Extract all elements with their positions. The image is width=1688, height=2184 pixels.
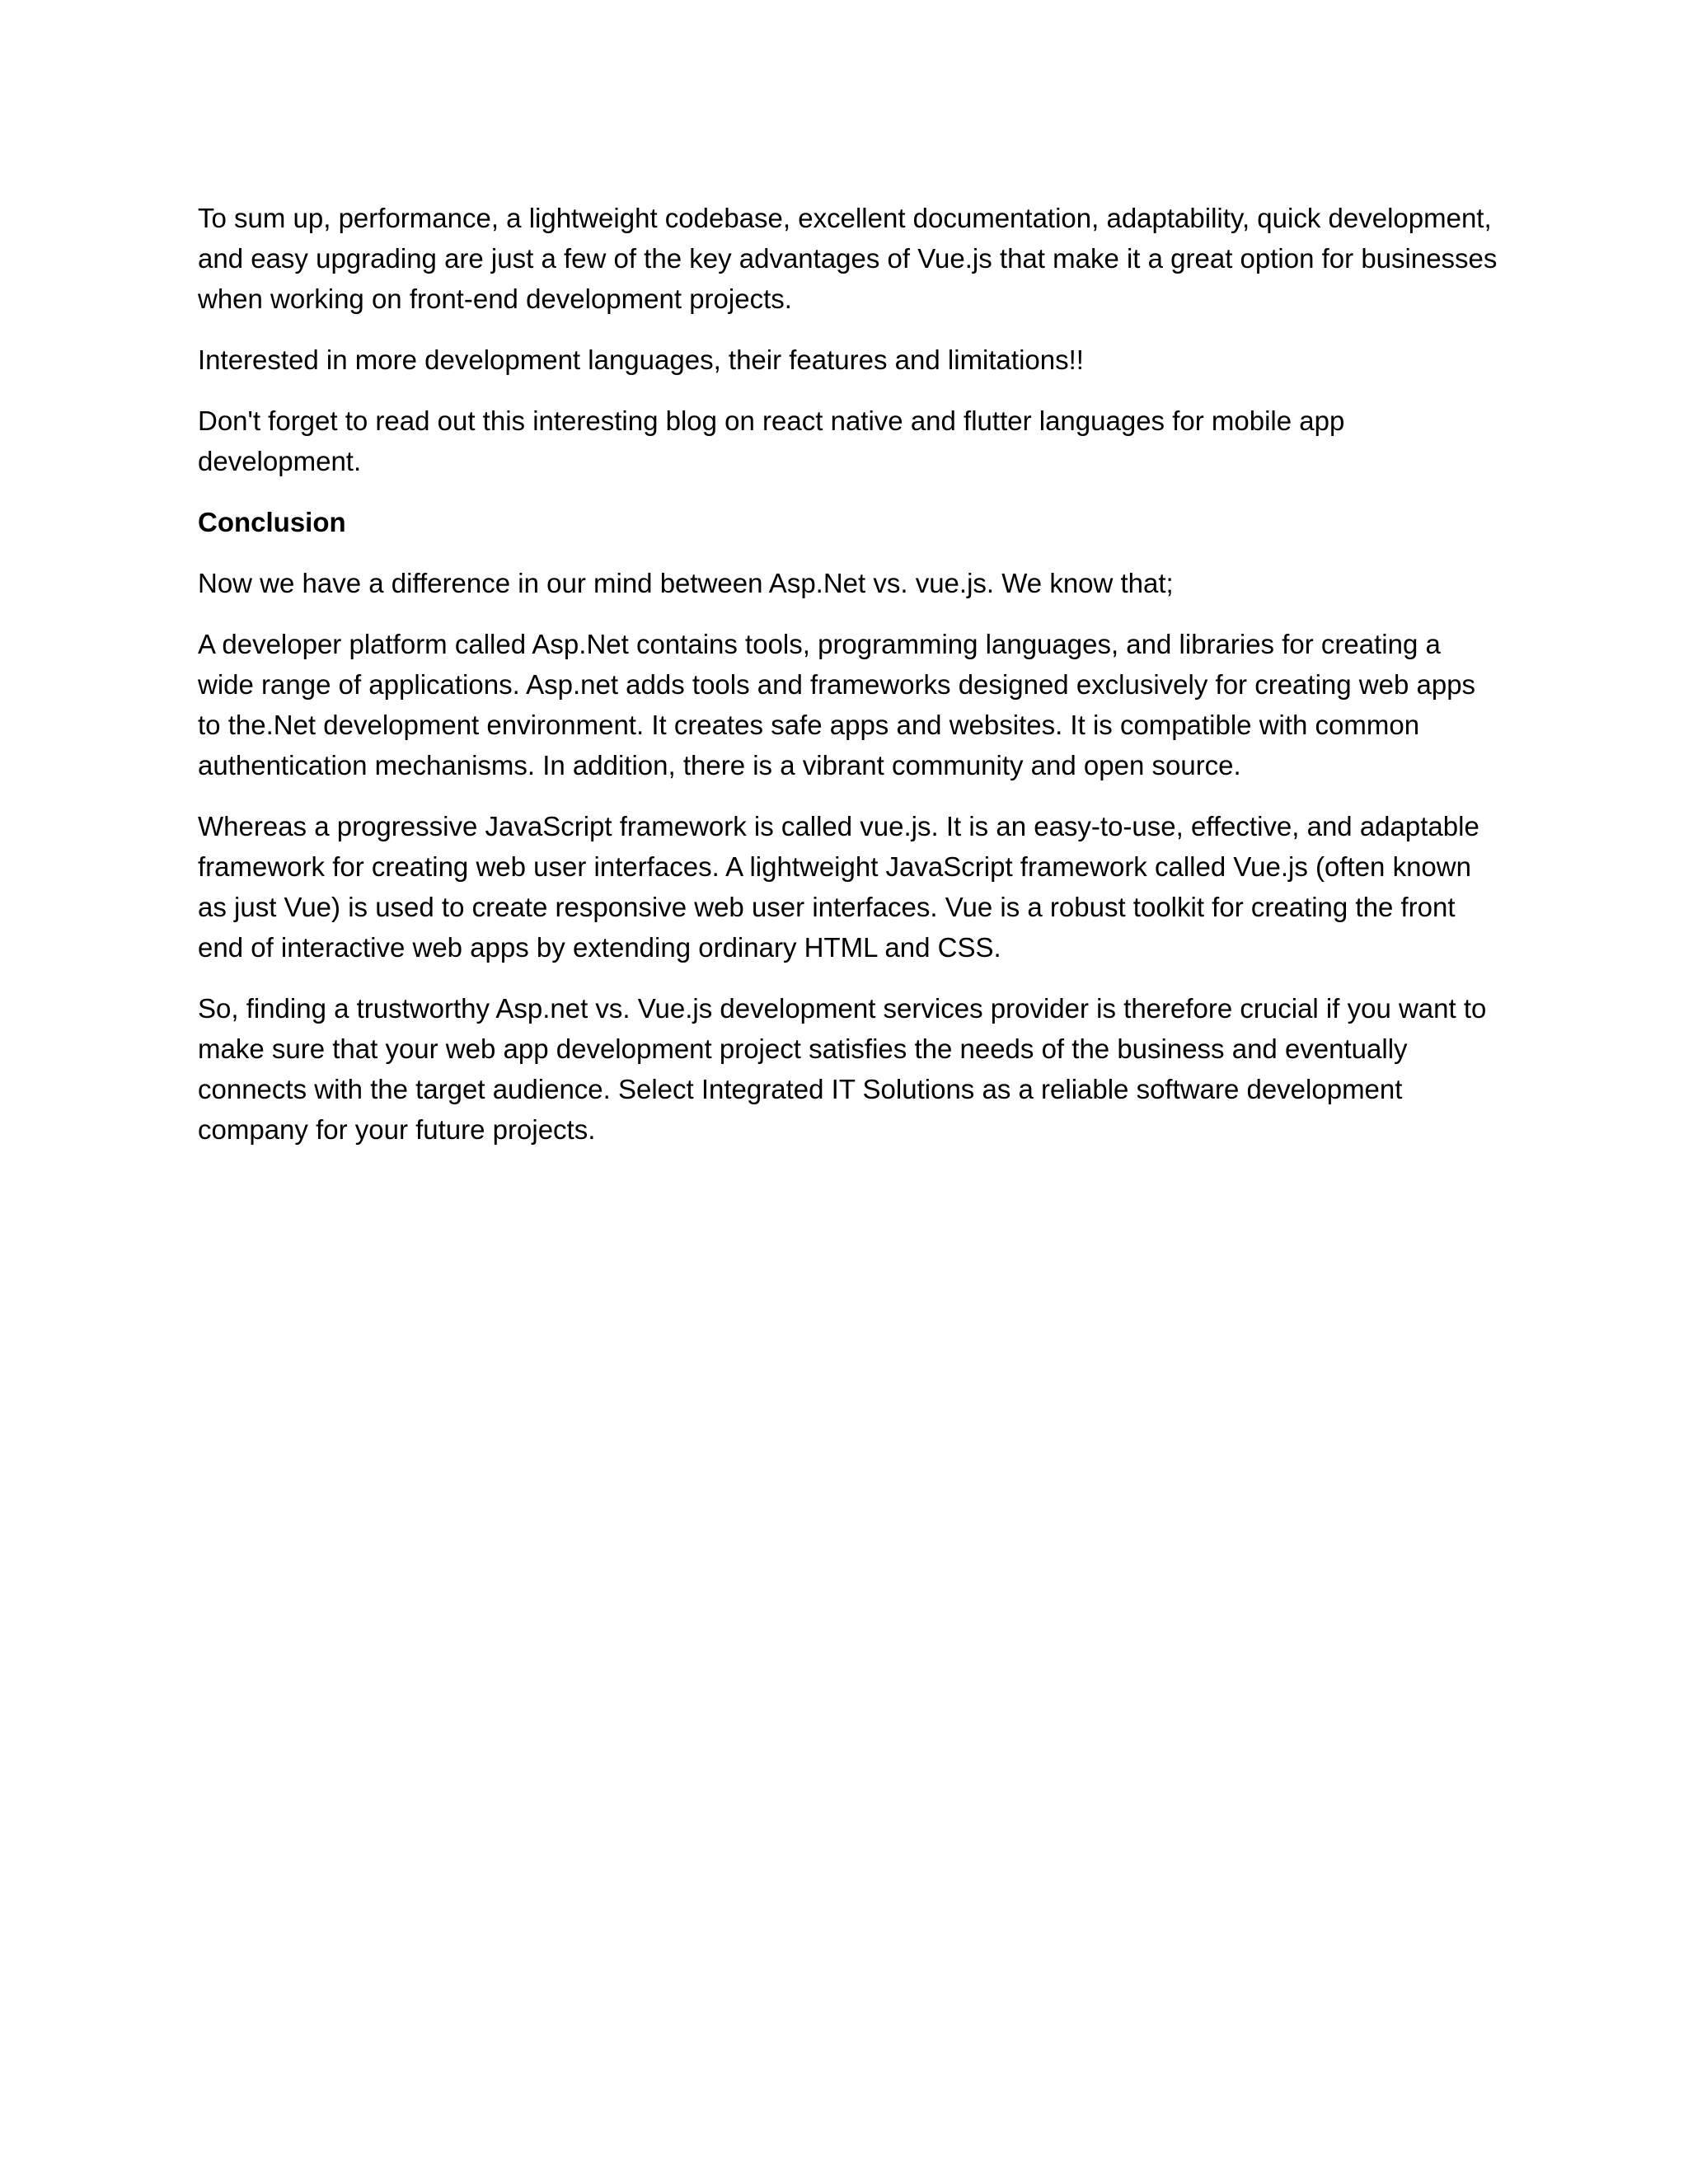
paragraph-interest: Interested in more development languages, their features and limitations!! [198,344,1084,375]
paragraph-blog-reference: Don't forget to read out this interesting blog on react native and flutter languages for mobile app development. [198,405,1345,476]
section-heading-conclusion: Conclusion [198,507,346,537]
document-body [198,198,1500,1170]
paragraph-conclusion-intro: Now we have a difference in our mind between Asp.Net vs. vue.js. We know that; [198,568,1174,598]
paragraph-vuejs: Whereas a progressive JavaScript framework is called vue.js. It is an easy-to-use, effective, and adaptable framework for creating web user interfaces. A lightweight JavaScript framework called Vue.js (often known as just Vue) is used to create responsive web user interfaces. Vue is a robust toolkit for creating the front end of interactive web apps by extending ordinary HTML and CSS. [198,811,1479,963]
paragraph-closing: So, finding a trustworthy Asp.net vs. Vue.js development services provider is therefore crucial if you want to make sure that your web app development project satisfies the needs of the business and eventually connects with the target audience. Select Integrated IT Solutions as a reliable software development company for your future projects. [198,993,1487,1145]
paragraph-summary: To sum up, performance, a lightweight codebase, excellent documentation, adaptability, quick development, and easy upgrading are just a few of the key advantages of Vue.js that make it a great option for businesses when working on front-end development projects. [198,203,1498,314]
paragraph-aspnet: A developer platform called Asp.Net contains tools, programming languages, and libraries for creating a wide range of applications. Asp.net adds tools and frameworks designed exclusively for creating web apps to the.Net development environment. It creates safe apps and websites. It is compatible with common authentication mechanisms. In addition, there is a vibrant community and open source. [198,629,1476,780]
